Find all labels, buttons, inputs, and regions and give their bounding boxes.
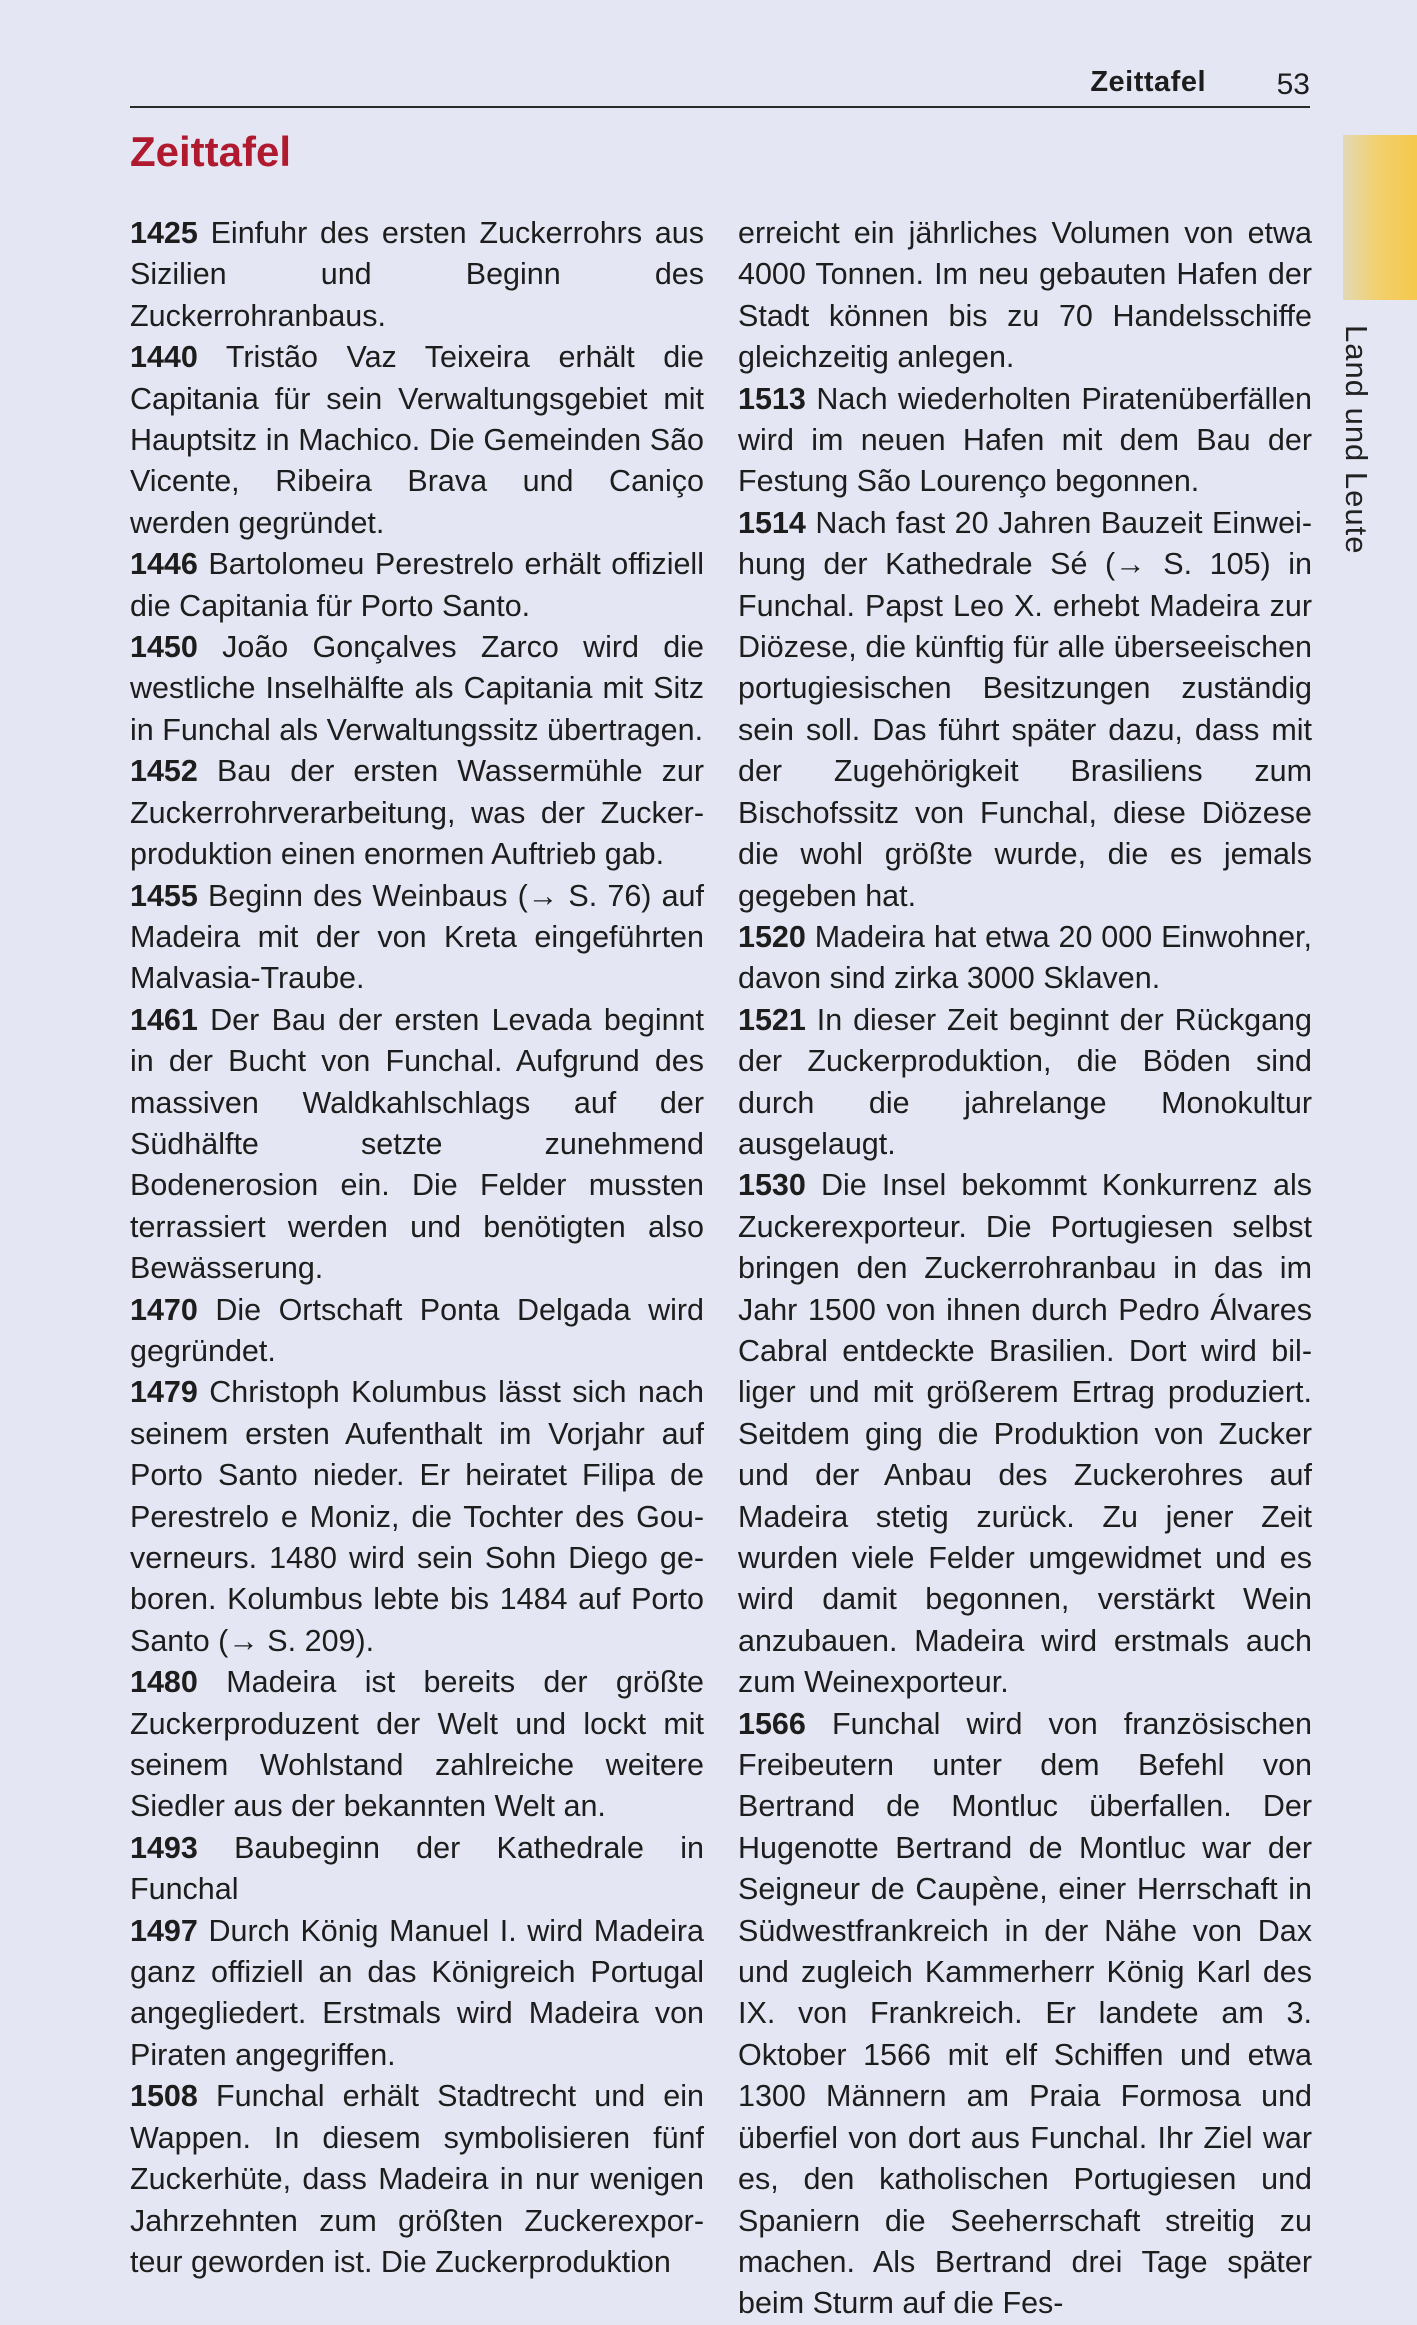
chapter-tab-marker bbox=[1343, 135, 1417, 300]
entry-year: 1470 bbox=[130, 1292, 198, 1327]
timeline-entry bbox=[130, 1372, 704, 1662]
timeline-left-column bbox=[130, 213, 704, 2283]
timeline-entry bbox=[130, 876, 704, 1000]
timeline-right-column bbox=[738, 213, 1312, 2325]
timeline-entry bbox=[738, 1000, 1312, 1166]
entry-year: 1425 bbox=[130, 216, 198, 250]
entry-text: Die Insel bekommt Konkurrenz als Zuckerexporteur. Die Portugiesen selbst bringen den Zuckerrohranbau in das im Jahr 1500 von ihnen durch Pedro Álvares Cabral entdeckte Brasilien. Dort wird billiger und mit größerem Ertrag produziert. Seitdem ging die Produktion von Zucker und der Anbau des Zuckerohres auf Madeira stetig zurück. Zu jener Zeit wurden viele Felder umgewidmet und es wird damit begonnen, verstärkt Wein anzubauen. Madeira wird erstmals auch zum Weinexporteur. bbox=[738, 1168, 1312, 1700]
entry-text: João Gonçalves Zarco wird die westliche Inselhälfte als Capitania mit Sitz in Funchal als Verwaltungssitz übertragen. bbox=[130, 630, 704, 747]
entry-year: 1479 bbox=[130, 1375, 198, 1410]
entry-text: Christoph Kolumbus lässt sich nach seinem ersten Aufenthalt im Vorjahr auf Porto Santo nieder. Er heiratet Filipa de Perestrelo e Moniz, die Tochter des Gouverneurs. 1480 wird sein Sohn Diego geboren. Kolumbus lebte bis 1484 auf Porto Santo (→ S. 209). bbox=[130, 1375, 704, 1658]
entry-year: 1514 bbox=[738, 505, 806, 540]
entry-year: 1450 bbox=[130, 630, 198, 665]
entry-text: Baubeginn der Kathedrale in Funchal bbox=[130, 1830, 704, 1907]
timeline-entry bbox=[130, 1000, 704, 1290]
page-number: 53 bbox=[1276, 68, 1310, 101]
entry-text: In dieser Zeit beginnt der Rückgang der Zuckerproduktion, die Böden sind durch die jahrelange Monokultur ausgelaugt. bbox=[738, 1002, 1312, 1161]
entry-year: 1513 bbox=[738, 381, 806, 416]
entry-text: Bartolomeu Perestrelo erhält offiziell die Capitania für Porto Santo. bbox=[130, 547, 704, 623]
entry-year: 1521 bbox=[738, 1002, 806, 1037]
timeline-entry bbox=[130, 1911, 704, 2077]
entry-year: 1446 bbox=[130, 547, 198, 582]
page-header bbox=[130, 66, 1310, 108]
entry-year: 1566 bbox=[738, 1706, 806, 1741]
timeline-entry bbox=[130, 213, 704, 337]
timeline-entry bbox=[738, 503, 1312, 917]
entry-text: Funchal erhält Stadtrecht und ein Wappen. In diesem symbolisieren fünf Zuckerhüte, dass Madeira in nur wenigen Jahrzehnten zum größten Zuckerexporteur geworden ist. Die Zuckerproduktion bbox=[130, 2079, 704, 2279]
entry-text: Nach wiederholten Piratenüberfällen wird im neuen Hafen mit dem Bau der Festung São Lourenço begonnen. bbox=[738, 381, 1312, 499]
entry-year: 1440 bbox=[130, 340, 198, 375]
entry-text: Einfuhr des ersten Zuckerrohrs aus Sizilien und Beginn des Zuckerrohranbaus. bbox=[130, 216, 704, 333]
entry-text: Bau der ersten Wassermühle zur Zuckerrohrverarbeitung, was der Zuckerproduktion einen enormen Auftrieb gab. bbox=[130, 754, 704, 872]
entry-year: 1461 bbox=[130, 1002, 198, 1037]
timeline-entry bbox=[738, 917, 1312, 1000]
entry-year: 1497 bbox=[130, 1913, 198, 1948]
entry-year: 1493 bbox=[130, 1830, 198, 1865]
entry-text: Die Ortschaft Ponta Delgada wird gegründet. bbox=[130, 1292, 704, 1368]
timeline-entry bbox=[130, 751, 704, 875]
timeline-continuation: erreicht ein jährliches Volumen von etwa 4000 Tonnen. Im neu gebauten Hafen der Stadt können bis zu 70 Handelsschiffe gleichzeitig anlegen. bbox=[738, 216, 1312, 375]
entry-text: Beginn des Weinbaus (→ S. 76) auf Madeira mit der von Kreta eingeführten Malvasia-Traube. bbox=[130, 878, 704, 996]
entry-year: 1520 bbox=[738, 919, 806, 954]
chapter-side-label: Land und Leute bbox=[1339, 325, 1374, 555]
timeline-entry bbox=[130, 1662, 704, 1828]
entry-year: 1530 bbox=[738, 1168, 806, 1203]
timeline-entry bbox=[130, 2076, 704, 2283]
timeline-entry bbox=[130, 337, 704, 544]
section-title: Zeittafel bbox=[130, 128, 292, 175]
entry-text: Der Bau der ersten Levada beginnt in der Bucht von Funchal. Aufgrund des massiven Waldkahlschlags auf der Südhälfte setzte zunehmend Bodenerosion ein. Die Felder mussten terrassiert werden und benötigten also Bewässerung. bbox=[130, 1002, 704, 1286]
timeline-entry bbox=[738, 1165, 1312, 1703]
timeline-entry bbox=[738, 1704, 1312, 2325]
entry-text: Madeira hat etwa 20 000 Einwohner, davon sind zirka 3000 Sklaven. bbox=[738, 919, 1312, 996]
entry-text: Funchal wird von französischen Freibeutern unter dem Befehl von Bertrand de Montluc überfallen. Der Hugenotte Bertrand de Montluc war der Seigneur de Caupène, einer Herrschaft in Südwestfrankreich in der Nähe von Dax und zugleich Kammerherr König Karl des IX. von Frankreich. Er landete am 3. Oktober 1566 mit elf Schiffen und etwa 1300 Männern am Praia Formosa und überfiel von dort aus Funchal. Ihr Ziel war es, den katholischen Portugiesen und Spaniern die Seeherrschaft streitig zu machen. Als Bertrand drei Tage später beim Sturm auf die Fes- bbox=[738, 1706, 1312, 2321]
timeline-entry bbox=[130, 1828, 704, 1911]
entry-year: 1508 bbox=[130, 2079, 198, 2114]
entry-text: Nach fast 20 Jahren Bauzeit Einweihung der Kathedrale Sé (→ S. 105) in Funchal. Papst Leo X. erhebt Madeira zur Diözese, die künftig für alle überseeischen portugiesischen Besitzungen zuständig sein soll. Das führt später dazu, dass mit der Zugehörigkeit Brasiliens zum Bischofssitz von Funchal, diese Diözese die wohl größte wurde, die es jemals gegeben hat. bbox=[738, 505, 1312, 913]
entry-year: 1480 bbox=[130, 1665, 198, 1700]
timeline-entry bbox=[738, 379, 1312, 503]
timeline-entry bbox=[130, 544, 704, 627]
entry-text: Tristão Vaz Teixeira erhält die Capitania für sein Verwaltungsgebiet mit Hauptsitz in Machico. Die Gemeinden São Vicente, Ribeira Brava und Caniço werden gegründet. bbox=[130, 340, 704, 540]
entry-text: Durch König Manuel I. wird Madeira ganz offiziell an das Königreich Portugal angegliedert. Erstmals wird Madeira von Piraten angegriffen. bbox=[130, 1913, 705, 2072]
entry-year: 1452 bbox=[130, 754, 198, 789]
running-title: Zeittafel bbox=[1090, 66, 1206, 98]
timeline-entry bbox=[130, 1290, 704, 1373]
timeline-entry bbox=[130, 627, 704, 751]
entry-year: 1455 bbox=[130, 878, 198, 913]
entry-text: Madeira ist bereits der größte Zuckerproduzent der Welt und lockt mit seinem Wohlstand zahlreiche weitere Siedler aus der bekannten Welt an. bbox=[130, 1665, 704, 1824]
